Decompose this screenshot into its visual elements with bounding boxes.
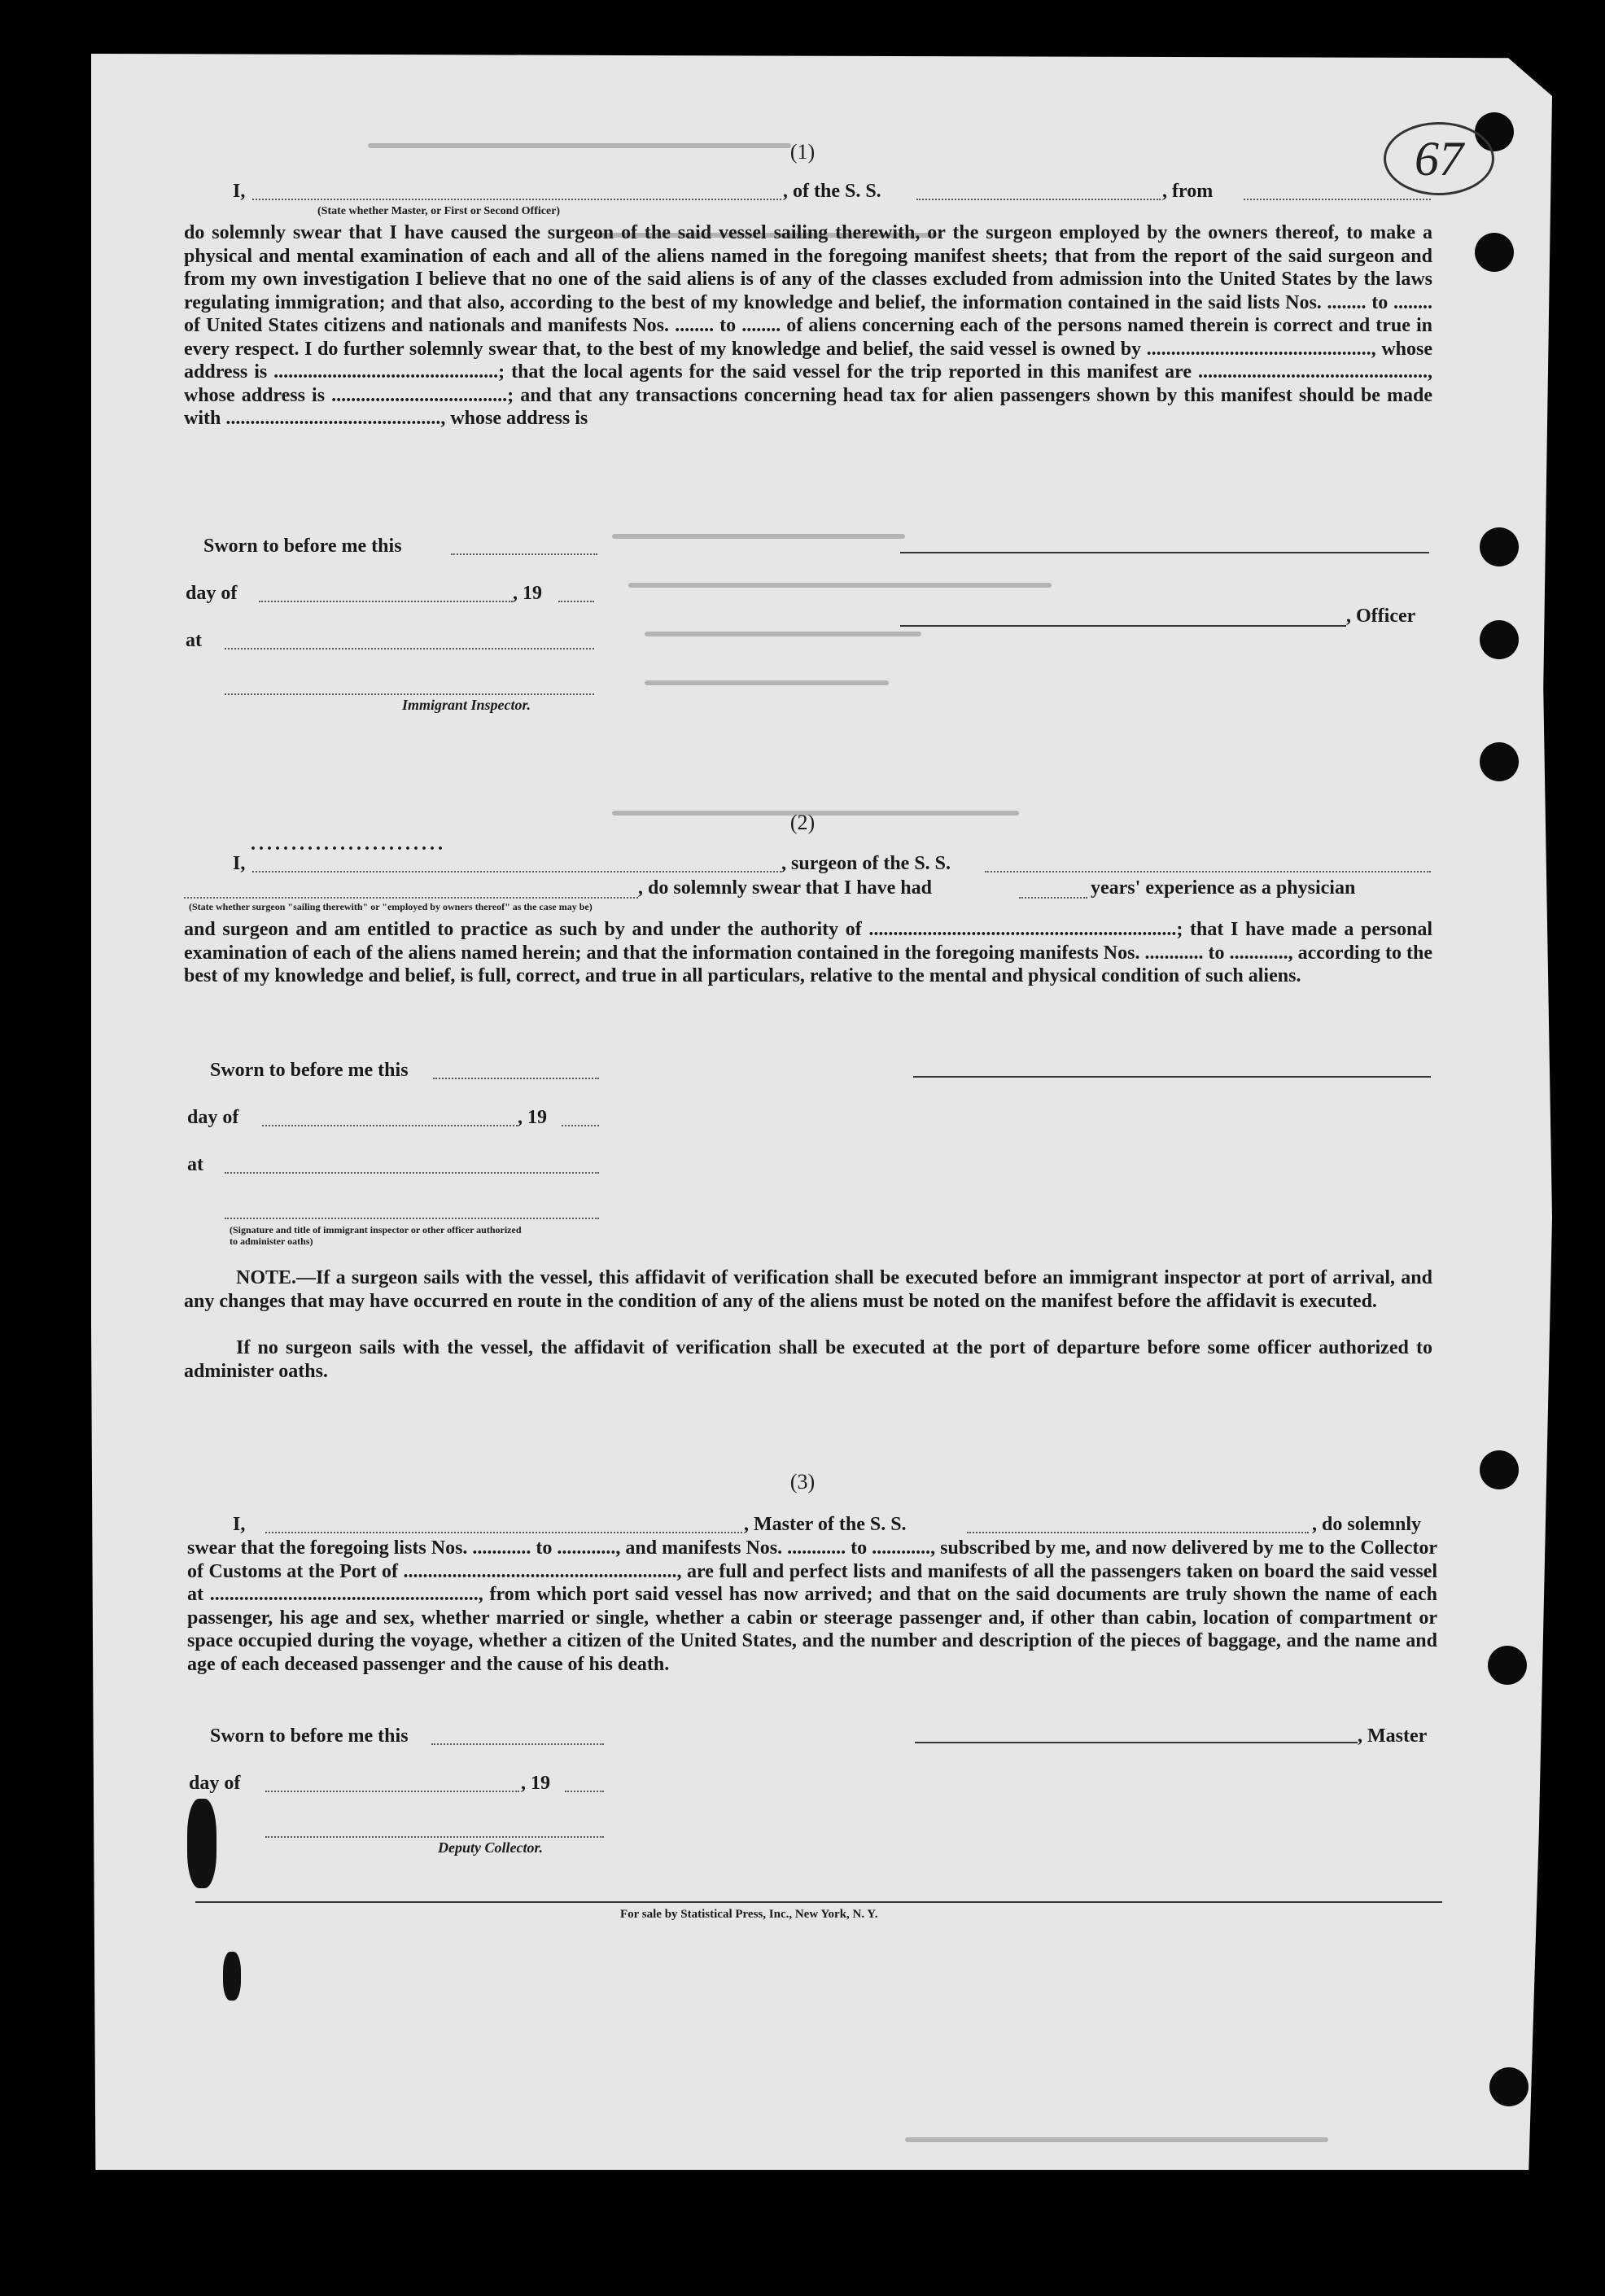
section-1-day-of-label: day of <box>186 583 238 604</box>
section-3-sworn-label: Sworn to before me this <box>210 1725 409 1747</box>
signature-line <box>915 1742 1358 1743</box>
section-1-i-label: I, <box>233 181 246 202</box>
section-2-note <box>184 1266 1432 1313</box>
section-2-surgeon-note: (State whether surgeon "sailing therewith" or "employed by owners thereof" as the case may be) <box>189 901 593 912</box>
section-1-master-note: (State whether Master, or First or Second Officer) <box>317 205 561 217</box>
punch-hole <box>1488 1646 1527 1685</box>
section-1-year-label: , 19 <box>513 583 542 604</box>
note-text: —If a surgeon sails with the vessel, this affidavit of verification shall be executed before an immigrant inspector at port of arrival, and any changes that may have occurred en route in the condition of any of the aliens must be noted on the manifest before the affidavit is executed. <box>184 1267 1432 1312</box>
section-2-oath-text: and surgeon and am entitled to practice as such by and under the authority of ...............................................................; that I have made a personal examination of each of the aliens named herein; and that the information contained in the foregoing manifests Nos. ............ to ............, according to the best of my knowledge and belief, is full, correct, and true in all particulars, relative to the mental and physical condition of such aliens. <box>184 919 1432 986</box>
fill-line <box>565 1791 604 1792</box>
fill-line <box>967 1532 1309 1533</box>
section-2-heading: (2) <box>789 811 816 834</box>
fill-line <box>225 693 594 695</box>
fill-line <box>225 648 594 649</box>
section-3-oath-text: swear that the foregoing lists Nos. ............ to ............, and manifests Nos. ............ to ............, subscribed by me, and now delivered by me to the Collector of Customs at the Port of ........................................................, are full and perfect lists and manifests of all the passengers taken on board the said vessel at ......................................................., from which port said vessel has now arrived; and that on the said documents are truly shown the name of each passenger, his age and sex, whether married or single, whether a cabin or steerage passenger and, if other than cabin, location of compartment or space occupied during the voyage, whether a citizen of the United States, and the number and description of the pieces of baggage, and the name and age of each deceased passenger and the cause of his death. <box>187 1537 1437 1675</box>
fill-line <box>252 871 781 872</box>
bleed-through-text <box>645 632 921 636</box>
fill-line <box>558 601 594 602</box>
ink-blot <box>223 1952 241 2001</box>
punch-hole <box>1480 527 1519 566</box>
bleed-through-text <box>628 583 1052 588</box>
section-3-year-label: , 19 <box>521 1773 550 1794</box>
section-2-at-label: at <box>187 1154 203 1175</box>
signature-line <box>913 1076 1431 1078</box>
fill-line <box>451 553 597 555</box>
punch-hole <box>1475 233 1514 272</box>
section-1-sworn-label: Sworn to before me this <box>203 536 402 557</box>
section-3-day-of-label: day of <box>189 1773 241 1794</box>
section-2-swear-label: , do solemnly swear that I have had <box>638 877 932 899</box>
signature-line <box>900 625 1346 627</box>
fill-line <box>1019 897 1087 899</box>
page-number: 67 <box>1384 122 1494 195</box>
fill-line <box>252 199 781 200</box>
punch-hole <box>1489 2067 1528 2106</box>
punch-hole <box>1480 620 1519 659</box>
section-3-master-signature-label: , Master <box>1358 1725 1428 1747</box>
section-1-inspector-label: Immigrant Inspector. <box>402 697 531 713</box>
section-2-i-label: I, <box>233 853 246 874</box>
section-3-heading: (3) <box>789 1470 816 1493</box>
fill-line <box>1244 199 1431 200</box>
section-2-sworn-label: Sworn to before me this <box>210 1060 409 1081</box>
fill-line <box>265 1532 742 1533</box>
fill-line <box>184 897 638 899</box>
fill-line <box>225 1172 599 1174</box>
ink-blot <box>187 1799 216 1888</box>
bleed-through-text <box>905 2137 1328 2142</box>
printer-footer: For sale by Statistical Press, Inc., New York, N. Y. <box>620 1908 878 1921</box>
section-2-years-label: years' experience as a physician <box>1091 877 1356 899</box>
section-2-year-label: , 19 <box>518 1107 547 1128</box>
fill-line <box>265 1791 519 1792</box>
fill-line <box>916 199 1161 200</box>
section-2-day-of-label: day of <box>187 1107 239 1128</box>
signature-line <box>900 552 1429 553</box>
section-3-master-label: , Master of the S. S. <box>744 1514 907 1535</box>
bleed-through-text <box>612 534 905 539</box>
section-1-at-label: at <box>186 630 202 651</box>
section-2-note-continued: If no surgeon sails with the vessel, the affidavit of verification shall be executed at the port of departure before some officer authorized to administer oaths. <box>184 1337 1432 1382</box>
section-2-signature-note: (Signature and title of immigrant inspector or other officer authorized to administer oaths) <box>230 1224 522 1247</box>
footer-rule <box>195 1901 1442 1903</box>
section-1-vessel-label: , of the S. S. <box>783 181 881 202</box>
fill-line <box>265 1836 604 1838</box>
fill-line <box>433 1078 599 1079</box>
section-3-i-label: I, <box>233 1514 246 1535</box>
fill-line <box>985 871 1431 872</box>
punch-hole <box>1480 742 1519 781</box>
fill-line <box>262 1125 518 1126</box>
bleed-through-text <box>645 680 889 685</box>
fill-line <box>225 1218 599 1219</box>
section-1-officer-label: , Officer <box>1346 606 1416 627</box>
fill-line <box>259 601 513 602</box>
section-3-swear-label: , do solemnly <box>1312 1514 1422 1535</box>
section-1-heading: (1) <box>789 140 816 164</box>
fill-line <box>431 1743 604 1745</box>
section-1-oath-text: do solemnly swear that I have caused the surgeon of the said vessel sailing therewith, or the surgeon employed by the owners thereof, to make a physical and mental examination of each and all of the aliens named in the foregoing manifest sheets; that from the report of the said surgeon and from my own investigation I believe that no one of the said aliens is of any of the classes excluded from admission into the United States by the laws regulating immigration; and that also, according to the best of my knowledge and belief, the information contained in the said lists Nos. ........ to ........ of United States citizens and nationals and manifests Nos. ........ to ........ of aliens concerning each of the persons named therein is correct and true in every respect. I do further solemnly swear that, to the best of my knowledge and belief, the said vessel is owned by .............................................., whose address is ..............................................; that the local agents for the said vessel for the trip reported in this manifest are ..............................................., whose address is ....................................; and that any transactions concerning head tax for alien passengers shown by this manifest should be made with ............................................, whose address is <box>184 222 1432 429</box>
section-1-from-label: , from <box>1162 181 1214 202</box>
fill-line <box>562 1125 599 1126</box>
section-2-surgeon-label: , surgeon of the S. S. <box>781 853 951 874</box>
section-3-collector-label: Deputy Collector. <box>438 1839 543 1856</box>
note-label: NOTE. <box>236 1267 297 1288</box>
